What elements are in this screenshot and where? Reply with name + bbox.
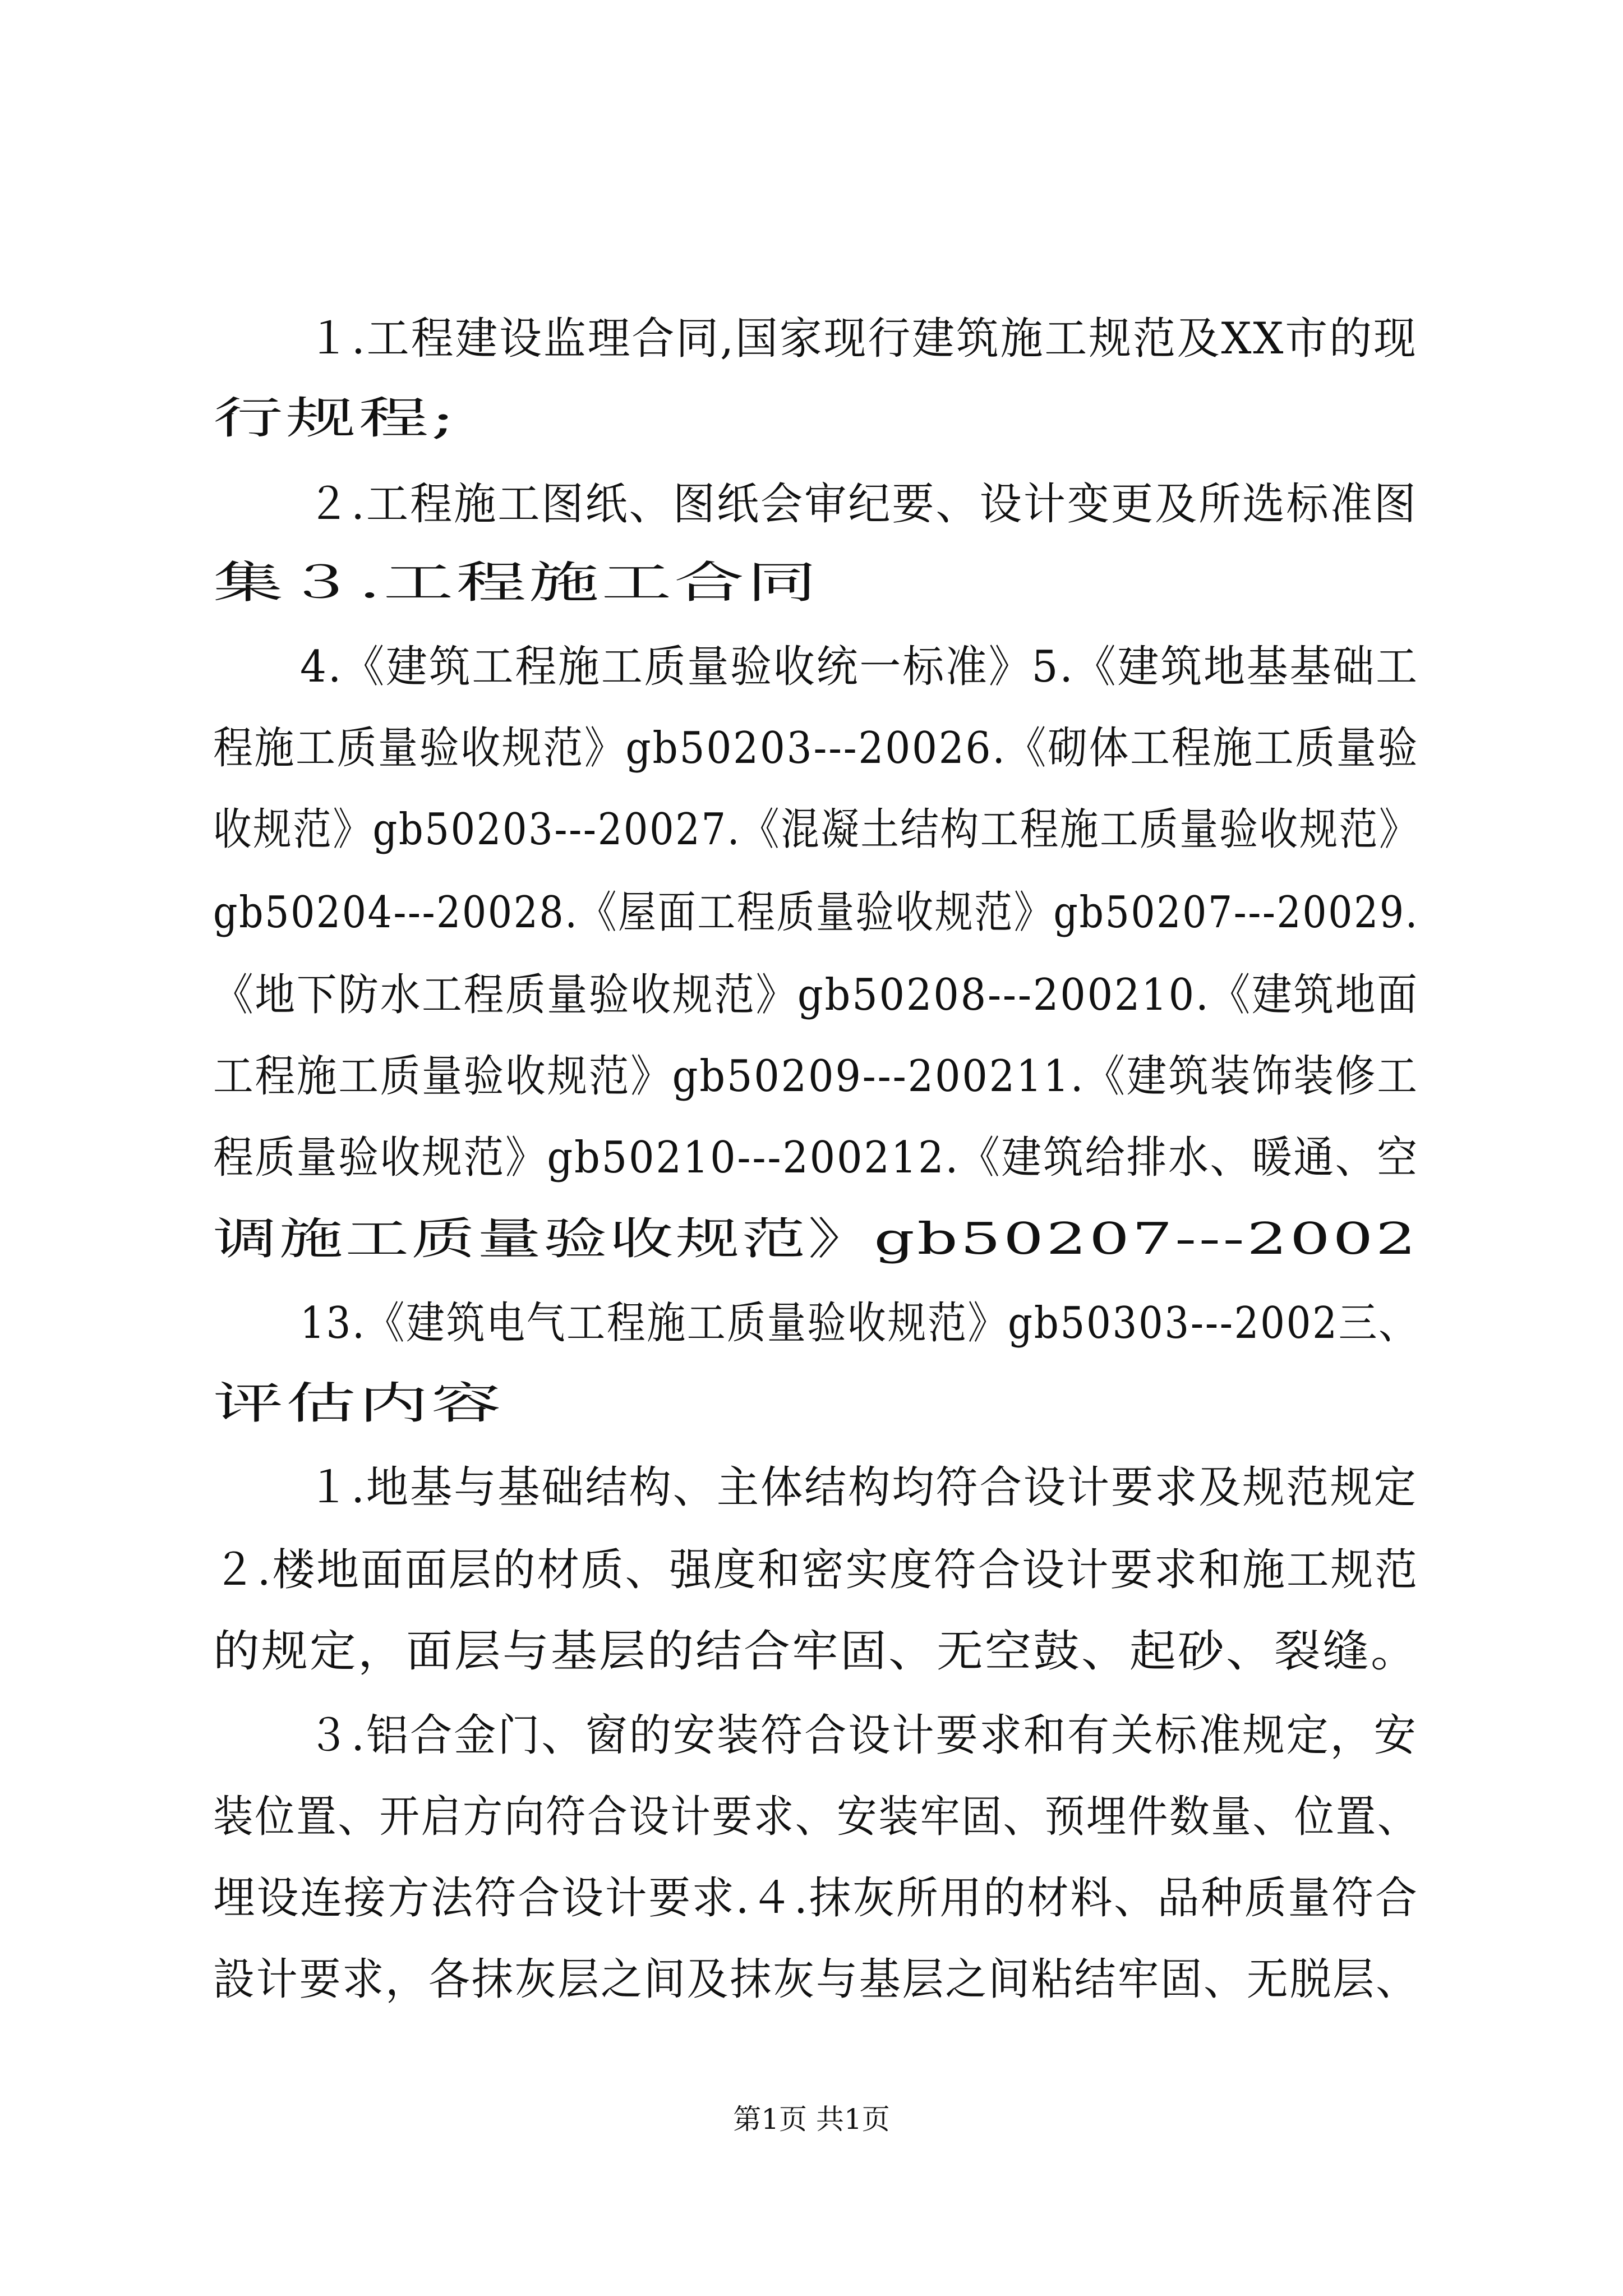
text-line-17: 的规定，面层与基层的结合牢固、无空鼓、起砂、裂缝。 <box>213 1626 1419 1677</box>
text-line-16: ２.楼地面面层的材质、强度和密实度符合设计要求和施工规范 <box>213 1545 1419 1595</box>
text-line-8: gb50204---20028.《屋面工程质量验收规范》gb50207---20029. <box>213 887 1419 938</box>
text-line-18: ３.铝合金门、窗的安装符合设计要求和有关标准规定，安 <box>307 1710 1418 1761</box>
text-line-9: 《地下防水工程质量验收规范》gb50208---200210.《建筑地面 <box>213 970 1419 1020</box>
text-line-13: 13.《建筑电气工程施工质量验收规范》gb50303---2002三、 <box>300 1298 1419 1349</box>
text-line-6: 程施工质量验收规范》gb50203---20026.《砌体工程施工质量验 <box>213 723 1419 774</box>
page-number-footer: 第1页 共1页 <box>733 2103 890 2136</box>
text-line-15: １.地基与基础结构、主体结构均符合设计要求及规范规定 <box>307 1462 1418 1513</box>
text-line-4: 集３.工程施工合同 <box>213 558 820 608</box>
text-line-11: 程质量验收规范》gb50210---200212.《建筑给排水、暖通、空 <box>213 1133 1419 1183</box>
text-line-10: 工程施工质量验收规范》gb50209---200211.《建筑装饰装修工 <box>213 1051 1419 1102</box>
text-line-1: １.工程建设监理合同,国家现行建筑施工规范及XX市的现 <box>307 314 1418 364</box>
text-line-2: 行规程; <box>213 393 458 444</box>
text-line-5: 4.《建筑工程施工质量验收统一标准》5.《建筑地基基础工 <box>300 642 1419 692</box>
text-line-20: 埋设连接方法符合设计要求.４.抹灰所用的材料、品种质量符合 <box>213 1873 1419 1924</box>
text-line-3: ２.工程施工图纸、图纸会审纪要、设计变更及所选标准图 <box>307 479 1418 530</box>
text-line-14: 评估内容 <box>213 1378 504 1429</box>
text-line-19: 装位置、开启方向符合设计要求、安装牢固、预埋件数量、位置、 <box>213 1792 1419 1842</box>
text-line-12: 调施工质量验收规范》gb50207---2002 <box>213 1214 1419 1264</box>
text-line-21: 設计要求，各抹灰层之间及抹灰与基层之间粘结牢固、无脱层、 <box>213 1954 1419 2005</box>
text-line-7: 收规范》gb50203---20027.《混凝土结构工程施工质量验收规范》 <box>213 804 1419 855</box>
